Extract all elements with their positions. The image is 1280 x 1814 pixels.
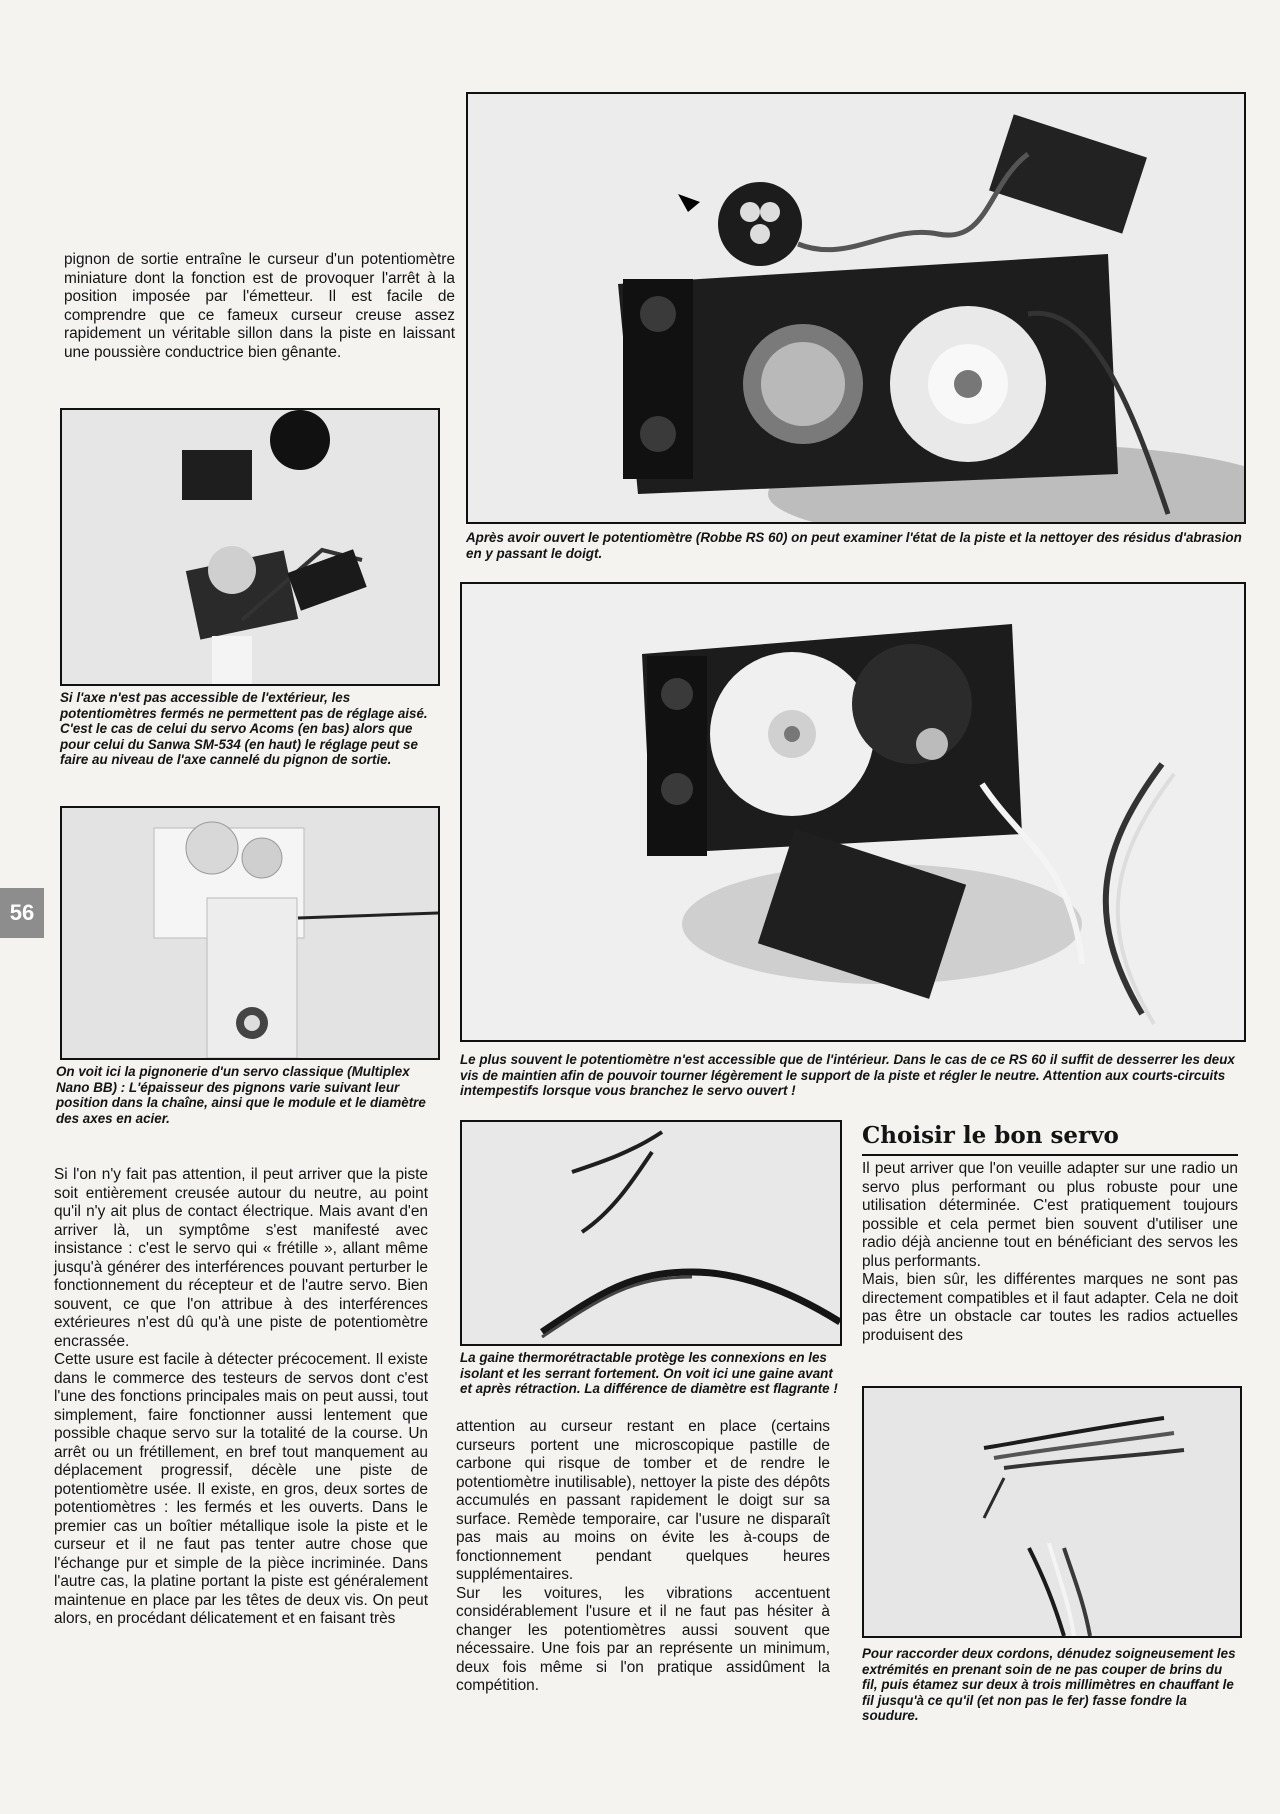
- photo-cable-splice: [862, 1386, 1242, 1638]
- caption-closed-potentiometers: Si l'axe n'est pas accessible de l'extérieur, les potentiomètres fermés ne permettent pas de réglage aisé. C'est le cas de celui du servo Acoms (en bas) alors que pour celui du Sanwa SM-534 (en haut) le réglage peut se faire au niveau de l'axe cannelé du pignon de sortie.: [60, 690, 428, 768]
- caption-gear-train: On voit ici la pignonerie d'un servo classique (Multiplex Nano BB) : L'épaisseur des pignons varie suivant leur position dans la chaîne, ainsi que le module et le diamètre des axes en acier.: [56, 1064, 426, 1126]
- photo-robbe-open-potentiometer: [466, 92, 1246, 524]
- photo-closed-potentiometers: [60, 408, 440, 686]
- photo-rs60-inside: [460, 582, 1246, 1042]
- right-column-text: Il peut arriver que l'on veuille adapter sur une radio un servo plus performant ou plus robuste pour une utilisation déterminée. C'est pratiquement toujours possible et cela permet bien souvent d'utiliser une radio déjà ancienne tout en bénéficiant des servos les plus performants. Mais, bien sûr, les différentes marques ne sont pas directement compatibles et il faut adapter. Cela ne doit pas être un obstacle car toutes les radios actuelles produisent des: [862, 1160, 1238, 1344]
- cable-splice-illustration: [864, 1388, 1240, 1636]
- caption-cable-splice: Pour raccorder deux cordons, dénudez soigneusement les extrémités en prenant soin de ne pas couper de brins du fil, puis étamez sur deux à trois millimètres en chauffant le fil jusqu'à ce qu'il (et non pas le fer) fasse fondre la soudure.: [862, 1646, 1236, 1724]
- page-number: 56: [0, 888, 44, 938]
- closed-potentiometers-illustration: [62, 410, 438, 684]
- gear-train-illustration: [62, 808, 438, 1058]
- middle-column-text: attention au curseur restant en place (certains curseurs portent une microscopique pastille de carbone qui risque de tomber et de rendre le potentiomètre inutilisable), nettoyer la piste des dépôts accumulés en passant rapidement le doigt sur sa surface. Remède temporaire, car l'usure ne disparaît pas mais au moins on évite les à-coups de fonctionnement pendant quelques heures supplémentaires. Sur les voitures, les vibrations accentuent considérablement l'usure et il ne faut pas hésiter à changer les potentiomètres aussi souvent que nécessaire. Une fois par an représente un minimum, deux fois même si l'on pratique assidûment la compétition.: [456, 1418, 830, 1694]
- section-heading: Choisir le bon servo: [862, 1122, 1119, 1149]
- photo-gear-train: [60, 806, 440, 1060]
- section-rule: [862, 1154, 1238, 1156]
- left-column-text: Si l'on n'y fait pas attention, il peut arriver que la piste soit entièrement creusée autour du neutre, au point qu'il n'y ait plus de contact électrique. Mais avant d'en arriver là, un symptôme s'est manifesté avec insistance : c'est le servo qui « frétille », allant même jusqu'à générer des interférences pouvant perturber le fonctionnement du récepteur et de l'autre servo. Bien souvent, ce que l'on attribue à des interférences extérieures n'est dû qu'à une piste de potentiomètre encrassée. Cette usure est facile à détecter précocement. Il existe dans le commerce des testeurs de servos dont c'est l'une des fonctions principales mais on peut aussi, tout simplement, faire fonctionner aussi lentement que possible chaque servo sur la totalité de la course. Un arrêt ou un frétillement, en bref tout manquement au déplacement progressif, décèle une piste de potentiomètre usée. Il existe, en gros, deux sortes de potentiomètres : les fermés et les ouverts. Dans le premier cas un boîtier métallique isole la piste et le curseur et il ne faut pas tenter autre chose que l'échange pur et simple de la pièce incriminée. Dans l'autre cas, la platine portant la piste est généralement maintenue en place par les têtes de deux vis. On peut alors, en procédant délicatement et en faisant très: [54, 1166, 428, 1627]
- photo-heat-shrink: [460, 1120, 842, 1346]
- intro-paragraph: pignon de sortie entraîne le curseur d'un potentiomètre miniature dont la fonction est de provoquer l'arrêt à la position imposée par l'émetteur. Il est facile de comprendre que ce fameux curseur creuse assez rapidement un véritable sillon dans la piste en laissant une poussière conductrice bien gênante.: [64, 251, 455, 361]
- section-choisir-le-bon-servo: [862, 1122, 1238, 1150]
- caption-robbe-open-potentiometer: Après avoir ouvert le potentiomètre (Robbe RS 60) on peut examiner l'état de la piste et la nettoyer des résidus d'abrasion en y passant le doigt.: [466, 530, 1242, 561]
- servo-open-illustration: [468, 94, 1244, 522]
- caption-heat-shrink: La gaine thermorétractable protège les connexions en les isolant et les serrant fortement. On voit ici une gaine avant et après rétraction. La différence de diamètre est flagrante !: [460, 1350, 838, 1397]
- caption-rs60-inside: Le plus souvent le potentiomètre n'est accessible que de l'intérieur. Dans le cas de ce RS 60 il suffit de desserrer les deux vis de maintien afin de pouvoir tourner légèrement le support de la piste et régler le neutre. Attention aux courts-circuits intempestifs lorsque vous branchez le servo ouvert !: [460, 1052, 1235, 1099]
- rs60-inside-illustration: [462, 584, 1244, 1040]
- heat-shrink-illustration: [462, 1122, 840, 1344]
